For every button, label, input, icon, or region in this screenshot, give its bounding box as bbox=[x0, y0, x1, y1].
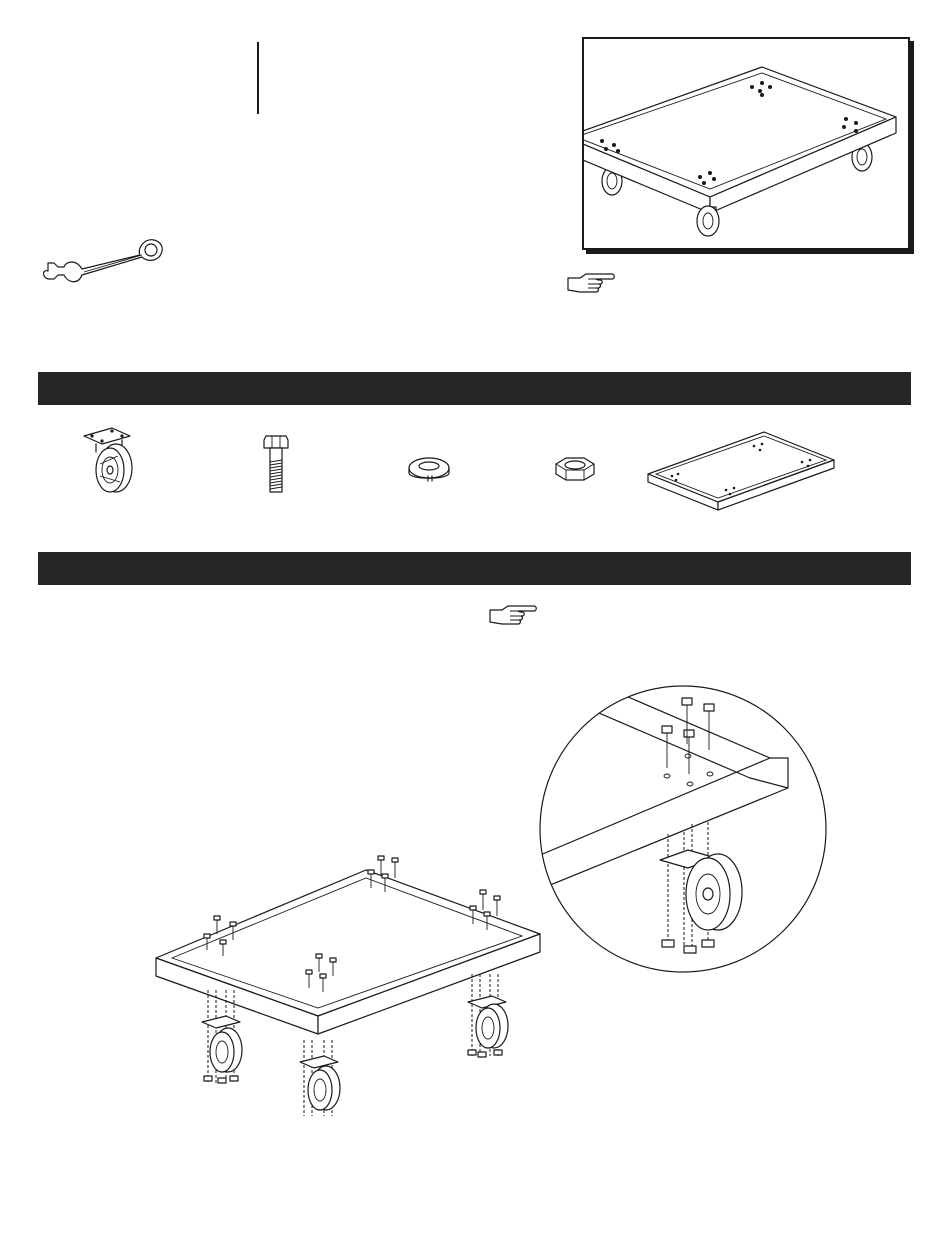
wrench-icon bbox=[38, 235, 173, 295]
caster-wheel-icon bbox=[697, 206, 719, 236]
exploded-assembly-diagram bbox=[150, 850, 550, 1120]
detail-magnifier-view bbox=[538, 684, 828, 974]
hex-nut-icon bbox=[552, 452, 598, 486]
pointing-hand-icon bbox=[566, 272, 616, 294]
caster-wheel-icon bbox=[300, 1056, 340, 1110]
caster-wheel-icon bbox=[202, 1016, 242, 1072]
assembly-section-header bbox=[38, 552, 911, 585]
parts-section-header bbox=[38, 372, 911, 405]
caster-wheel-icon bbox=[468, 996, 508, 1048]
assembled-cart-illustration bbox=[582, 37, 910, 250]
header-divider bbox=[257, 42, 259, 114]
caster-wheel-icon bbox=[78, 426, 148, 498]
bolt-icon bbox=[256, 432, 296, 496]
platform-base-icon bbox=[646, 428, 838, 514]
pointing-hand-icon bbox=[488, 604, 538, 626]
lock-washer-icon bbox=[406, 452, 452, 486]
